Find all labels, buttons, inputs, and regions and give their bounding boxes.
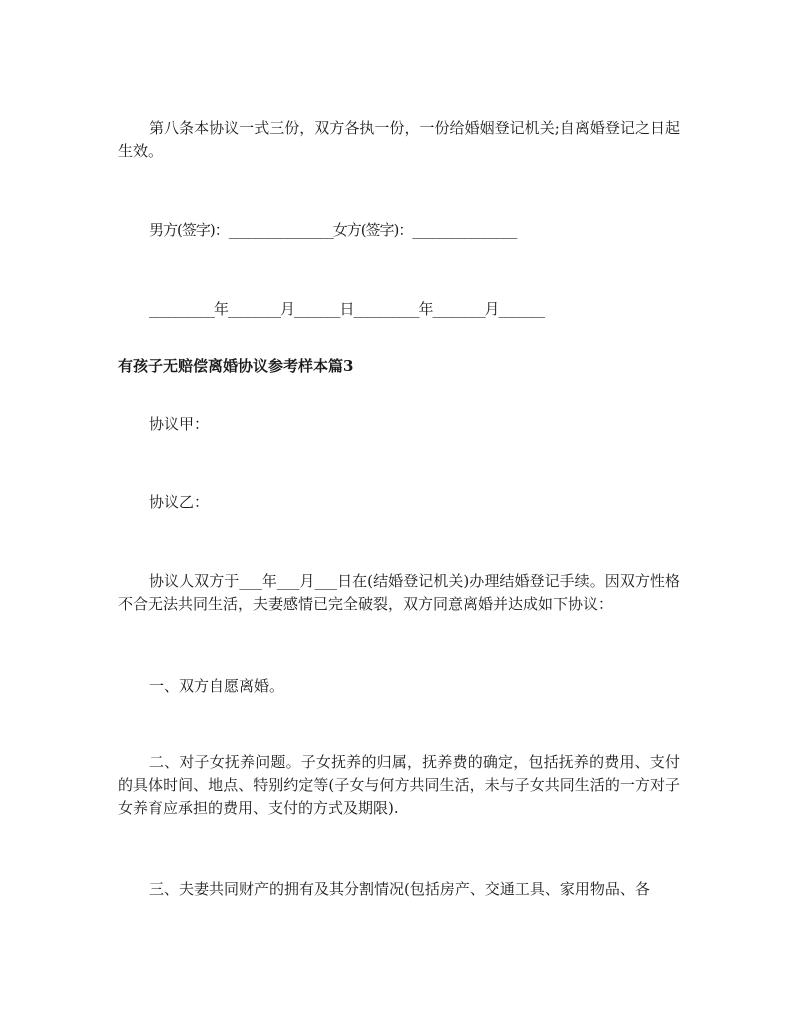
paragraph-article-eight: 第八条本协议一式三份，双方各执一份，一份给婚姻登记机关;自离婚登记之日起生效。 <box>118 119 680 160</box>
clause-two: 二、对子女抚养问题。子女抚养的归属，抚养费的确定，包括抚养的费用、支付的具体时间、地点、特别约定等(子女与何方共同生活，未与子女共同生活的一方对子女养育应承担的费用、支付的方式及期限). <box>118 753 680 817</box>
section-heading: 有孩子无赔偿离婚协议参考样本篇3 <box>118 357 354 375</box>
clause-one: 一、双方自愿离婚。 <box>149 677 285 695</box>
clause-three: 三、夫妻共同财产的拥有及其分割情况(包括房产、交通工具、家用物品、各 <box>149 880 650 898</box>
paragraph-intro: 协议人双方于___年___月___日在(结婚登记机关)办理结婚登记手续。因双方性格不合无法共同生活，夫妻感情已完全破裂，双方同意离婚并达成如下协议： <box>118 572 680 613</box>
date-line: __________年________月_______日__________年________月_______ <box>149 300 545 318</box>
party-a-label: 协议甲： <box>149 415 210 433</box>
party-b-label: 协议乙： <box>149 493 210 511</box>
signature-line: 男方(签字)：________________女方(签字)：________________ <box>149 221 517 239</box>
